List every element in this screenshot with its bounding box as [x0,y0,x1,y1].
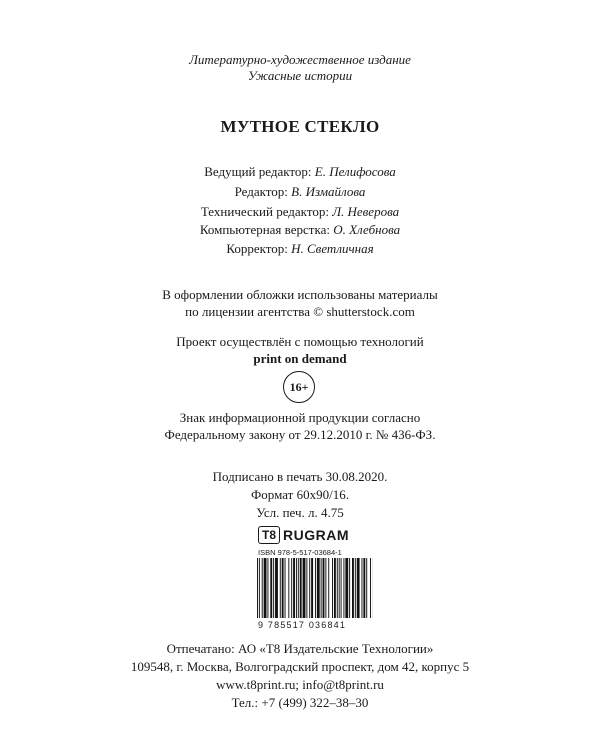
barcode-bar [366,558,367,618]
barcode-bar [270,558,272,618]
logo-mark: T8 [258,526,280,544]
credit-role: Редактор: [234,184,292,199]
credit-layout [0,222,600,238]
printer-line: 109548, г. Москва, Волгоградский проспект, дом 42, корпус 5 [130,659,470,674]
age-rating-badge: 16+ [283,371,315,403]
barcode-bar [341,558,342,618]
barcode-bar [334,558,336,618]
barcode-bar [362,558,363,618]
credit-name: Л. Неверова [332,204,400,219]
barcode-bar [325,558,326,618]
barcode-bar [273,558,274,618]
print-info-line: Подписано в печать 30.08.2020. [212,469,388,484]
printer-line: Отпечатано: АО «Т8 Издательские Технологии» [166,641,434,656]
barcode-bar [257,558,258,618]
barcode-bar [262,558,263,618]
barcode-bar [264,558,267,618]
credit-proofreader [0,241,600,257]
book-title: МУТНОЕ СТЕКЛО [220,117,380,136]
project-line: Проект осуществлён с помощью технологий [176,334,424,349]
credit-lead-editor [0,164,600,180]
barcode-bar [288,558,289,618]
barcode-bar [303,558,306,618]
credit-role: Корректор: [226,241,292,256]
credit-name: О. Хлебнова [333,222,401,237]
barcode-bar [311,558,313,618]
barcode-bar [309,558,310,618]
barcode-bar [280,558,281,618]
barcode-bar [355,558,356,618]
barcode-bar [298,558,299,618]
barcode-bar [357,558,360,618]
barcode-bar [285,558,286,618]
barcode-bar [370,558,371,618]
project-tech: print on demand [253,351,347,366]
barcode-bar [323,558,325,618]
credit-role: Ведущий редактор: [204,164,315,179]
barcode-bar [317,558,320,618]
credit-tech-editor [0,204,600,220]
barcode-bar [267,558,268,618]
info-sign-line: Федеральному закону от 29.12.2010 г. № 436-ФЗ. [164,427,436,442]
barcode-bar [321,558,322,618]
cover-note-line: В оформлении обложки использованы материалы [162,287,438,302]
logo-name: RUGRAM [283,527,350,543]
barcode-bar [315,558,316,618]
genre-line: Литературно-художественное издание [189,52,411,67]
barcode-bar [296,558,297,618]
barcode-bar [291,558,292,618]
print-info-line: Формат 60x90/16. [251,487,349,502]
cover-note-line: по лицензии агентства © shutterstock.com [185,304,415,319]
barcode-bar [345,558,348,618]
printer-line: Тел.: +7 (499) 322–38–30 [231,695,369,710]
info-sign-line: Знак информационной продукции согласно [179,410,421,425]
credit-name: Н. Светличная [291,241,374,256]
credit-name: В. Измайлова [291,184,366,199]
barcode-bar [275,558,278,618]
credit-role: Компьютерная верстка: [199,222,334,237]
barcode-bar [337,558,338,618]
barcode-bar [363,558,365,618]
rugram-logo [258,525,349,545]
barcode-bar [306,558,307,618]
credit-role: Технический редактор: [200,204,333,219]
series-line: Ужасные истории [247,68,353,83]
barcode-bar [349,558,350,618]
barcode-bar [282,558,284,618]
barcode-bar [259,558,260,618]
barcode-bar [328,558,329,618]
barcode-bar [343,558,344,618]
barcode-bar [293,558,295,618]
barcode-bar [352,558,354,618]
printer-line: www.t8print.ru; info@t8print.ru [216,677,384,692]
print-info-line: Усл. печ. л. 4.75 [256,505,344,520]
isbn-text: ISBN 978-5-517-03684-1 [258,548,342,557]
barcode-bar [339,558,340,618]
barcode-digits: 9 785517 036841 [258,620,347,630]
isbn-barcode [257,558,373,618]
barcode-bar [300,558,302,618]
credit-editor [0,184,600,200]
barcode-bar [332,558,333,618]
credit-name: Е. Пелифосова [314,164,396,179]
